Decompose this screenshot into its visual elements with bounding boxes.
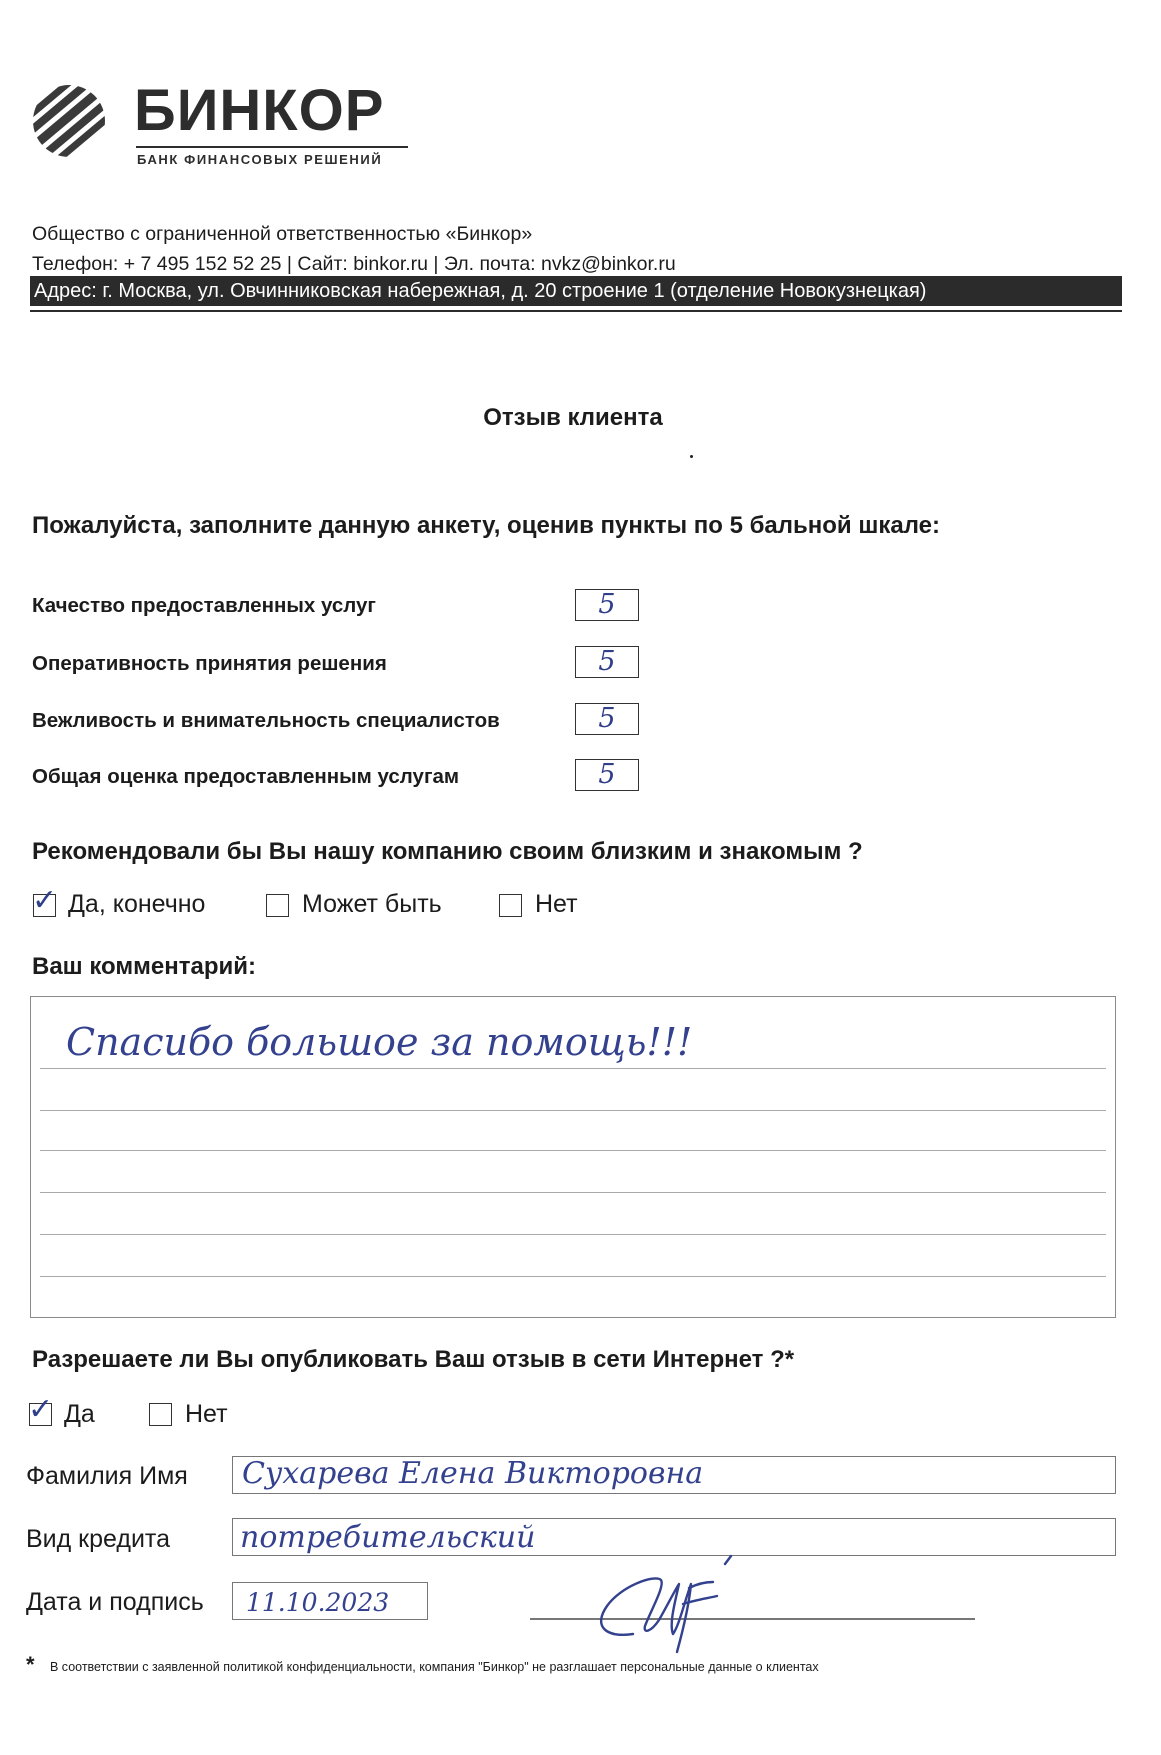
signature-icon [585, 1540, 745, 1660]
comment-label: Ваш комментарий: [32, 953, 257, 980]
rating-label-politeness: Вежливость и внимательность специалистов [32, 709, 500, 732]
comment-text: Спасибо большое за помощь!!! [66, 1020, 693, 1064]
option-publish-no: Нет [185, 1400, 228, 1428]
form-title: Отзыв клиента [483, 404, 663, 431]
company-address-bar: Адрес: г. Москва, ул. Овчинниковская набережная, д. 20 строение 1 (отделение Новокузнецкая) [30, 276, 1122, 306]
rating-label-speed: Оперативность принятия решения [32, 652, 387, 675]
company-name: Общество с ограниченной ответственностью «Бинкор» [32, 223, 533, 245]
footnote-asterisk: * [26, 1652, 35, 1677]
comment-rule [40, 1150, 1106, 1151]
check-mark-icon: ✓ [32, 883, 58, 918]
name-value: Сухарева Елена Викторовна [242, 1456, 704, 1491]
rating-box-quality[interactable]: 5 [575, 589, 639, 621]
checkbox-recommend-maybe[interactable] [266, 894, 289, 917]
comment-rule [40, 1276, 1106, 1277]
option-recommend-yes: Да, конечно [68, 890, 206, 918]
rating-label-overall: Общая оценка предоставленным услугам [32, 765, 460, 788]
company-contacts: Телефон: + 7 495 152 52 25 | Сайт: binkor.ru | Эл. почта: nvkz@binkor.ru [32, 253, 676, 275]
option-recommend-maybe: Может быть [302, 890, 442, 918]
rating-label-quality: Качество предоставленных услуг [32, 594, 376, 617]
header-divider [30, 310, 1122, 312]
option-publish-yes: Да [64, 1400, 95, 1428]
rating-box-speed[interactable]: 5 [575, 646, 639, 678]
comment-rule [40, 1110, 1106, 1111]
checkbox-recommend-no[interactable] [499, 894, 522, 917]
name-label: Фамилия Имя [26, 1462, 188, 1490]
checkbox-publish-no[interactable] [149, 1403, 172, 1426]
logo-tagline: БАНК ФИНАНСОВЫХ РЕШЕНИЙ [137, 152, 383, 167]
recommend-question: Рекомендовали бы Вы нашу компанию своим близким и знакомым ? [32, 838, 863, 865]
comment-rule [40, 1068, 1106, 1069]
comment-rule [40, 1234, 1106, 1235]
check-mark-icon: ✓ [28, 1392, 54, 1427]
rating-box-politeness[interactable]: 5 [575, 703, 639, 735]
credit-type-label: Вид кредита [26, 1525, 170, 1553]
rating-prompt: Пожалуйста, заполните данную анкету, оценив пункты по 5 бальной шкале: [32, 512, 940, 539]
ink-dot [690, 455, 693, 458]
logo-sphere-icon [32, 84, 106, 158]
publish-question: Разрешаете ли Вы опубликовать Ваш отзыв в сети Интернет ?* [32, 1346, 795, 1373]
logo-name: БИНКОР [134, 78, 385, 143]
footnote-text: В соответствии с заявленной политикой конфиденциальности, компания "Бинкор" не разглашает персональные данные о клиентах [50, 1660, 819, 1674]
option-recommend-no: Нет [535, 890, 578, 918]
rating-box-overall[interactable]: 5 [575, 759, 639, 791]
logo-divider [136, 146, 408, 148]
date-signature-label: Дата и подпись [26, 1588, 204, 1616]
credit-type-value: потребительский [240, 1520, 536, 1555]
date-value: 11.10.2023 [246, 1588, 390, 1617]
comment-rule [40, 1192, 1106, 1193]
